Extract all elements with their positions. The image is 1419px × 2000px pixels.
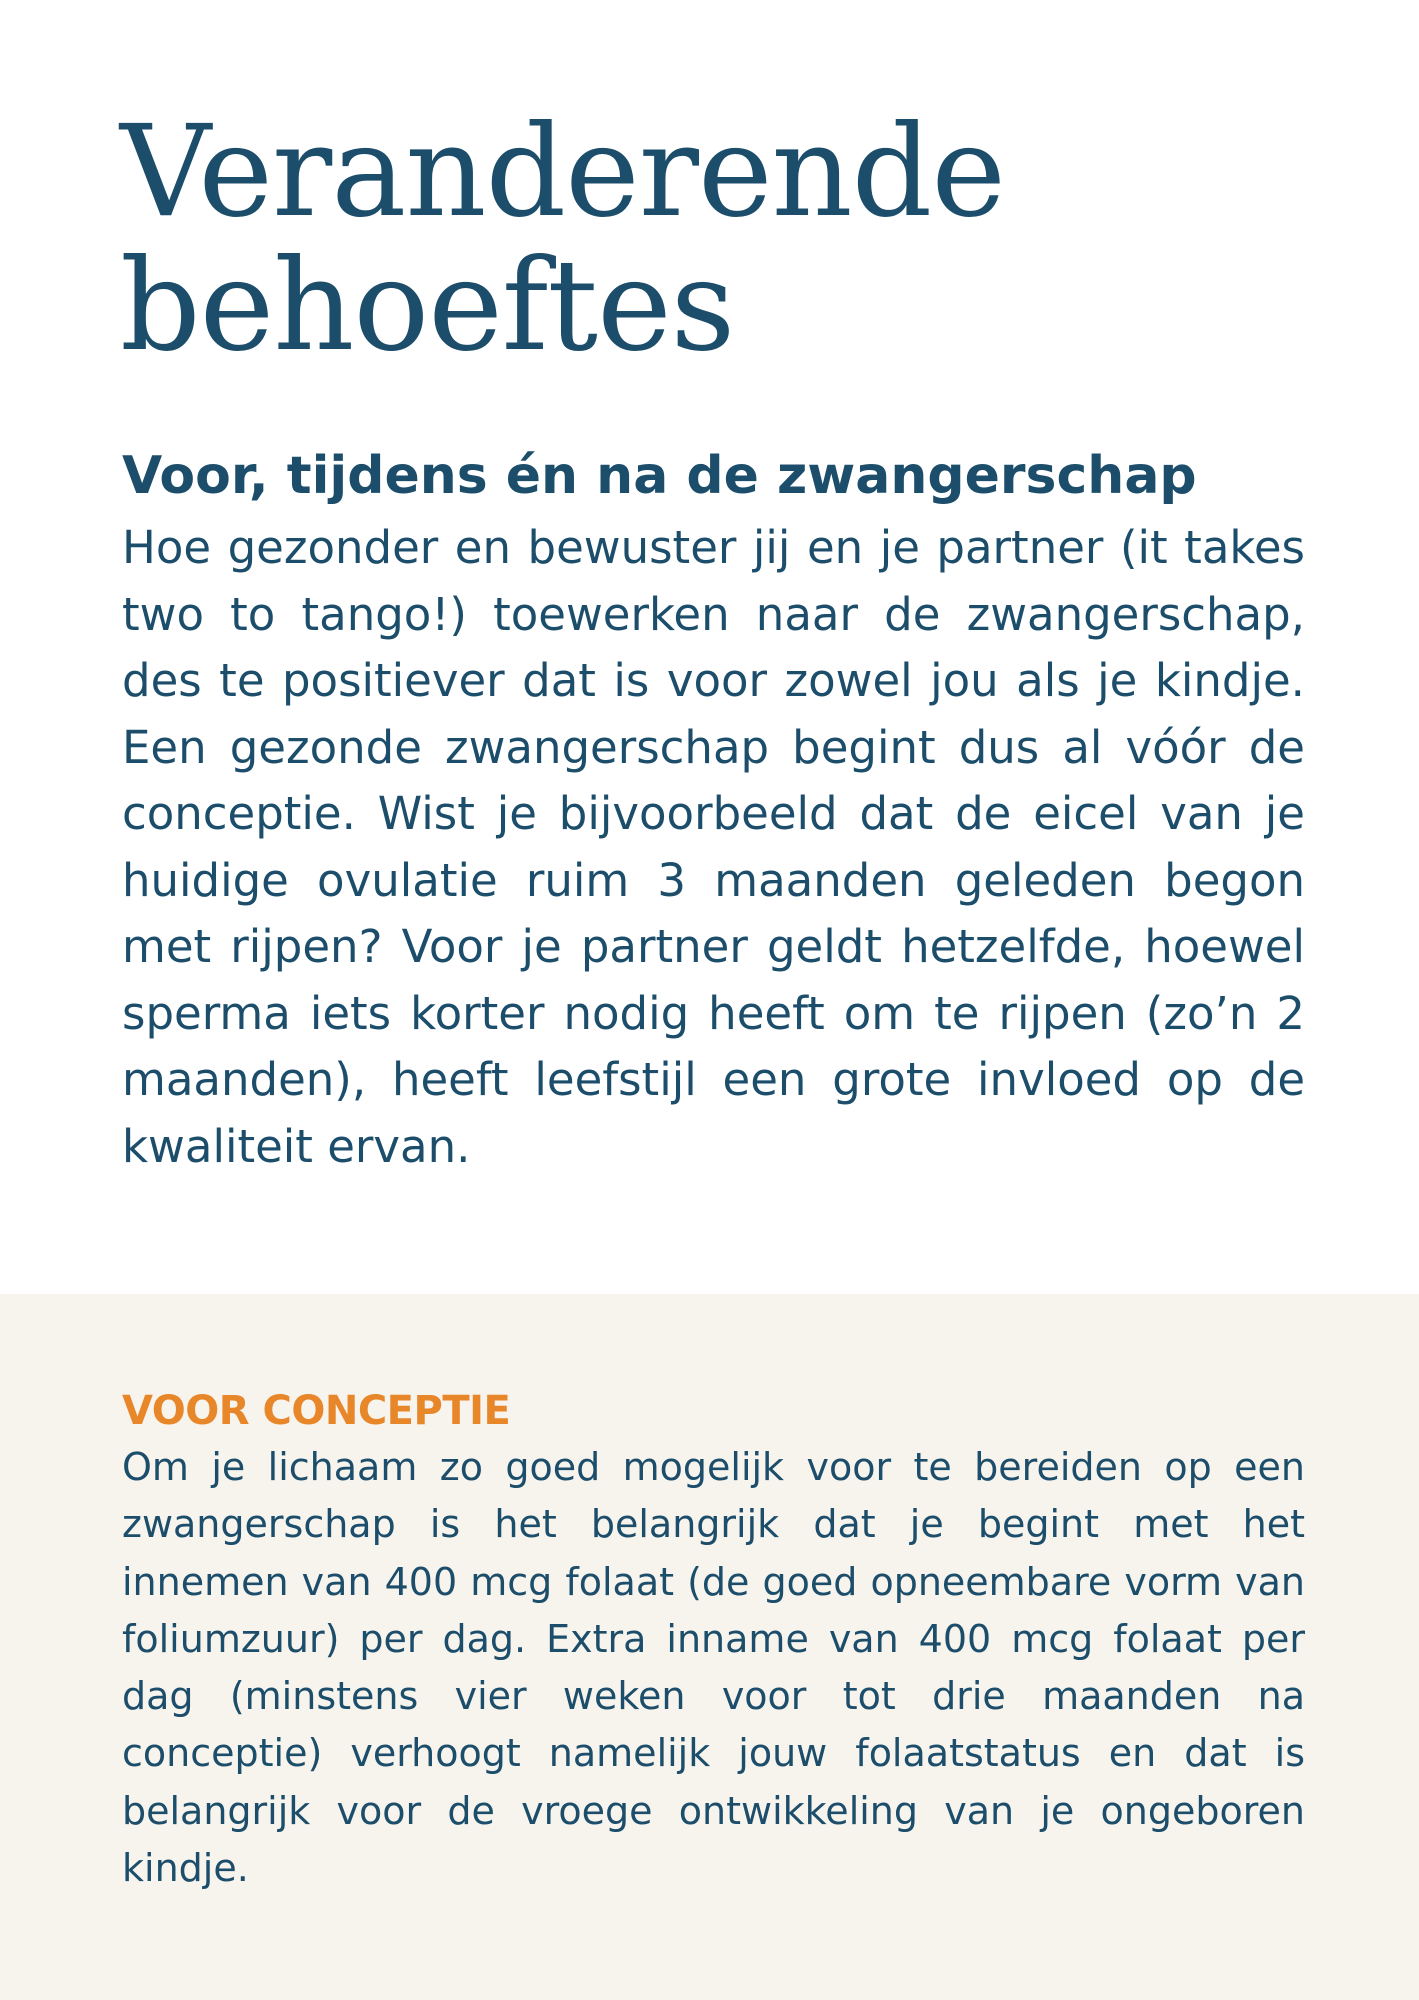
- page-title: Veranderende behoeftes: [120, 98, 1005, 379]
- intro-paragraph: Hoe gezonder en bewuster jij en je partner (it takes two to tango!) toewerken naar de zwangerschap, des te positiever dat is voor zowel jou als je kindje. Een gezonde zwangerschap begint dus al vóór de conceptie. Wist je bijvoorbeeld dat de eicel van je huidige ovulatie ruim 3 maanden geleden begon met rijpen? Voor je partner geldt hetzelfde, hoewel sperma iets korter nodig heeft om te rijpen (zo’n 2 maanden), heeft leefstijl een grote invloed op de kwaliteit ervan.: [122, 521, 1305, 1173]
- section-heading: VOOR CONCEPTIE: [122, 1388, 511, 1434]
- section-paragraph: Om je lichaam zo goed mogelijk voor te bereiden op een zwangerschap is het belangrijk dat je begint met het innemen van 400 mcg folaat (de goed opneembare vorm van foliumzuur) per dag. Extra inname van 400 mcg folaat per dag (minstens vier weken voor tot drie maanden na conceptie) verhoogt namelijk jouw folaatstatus en dat is belangrijk voor de vroege ontwikkeling van je ongeboren kindje.: [122, 1445, 1305, 1891]
- page-subtitle: Voor, tijdens én na de zwangerschap: [122, 446, 1197, 506]
- preconception-section: [0, 1294, 1419, 2000]
